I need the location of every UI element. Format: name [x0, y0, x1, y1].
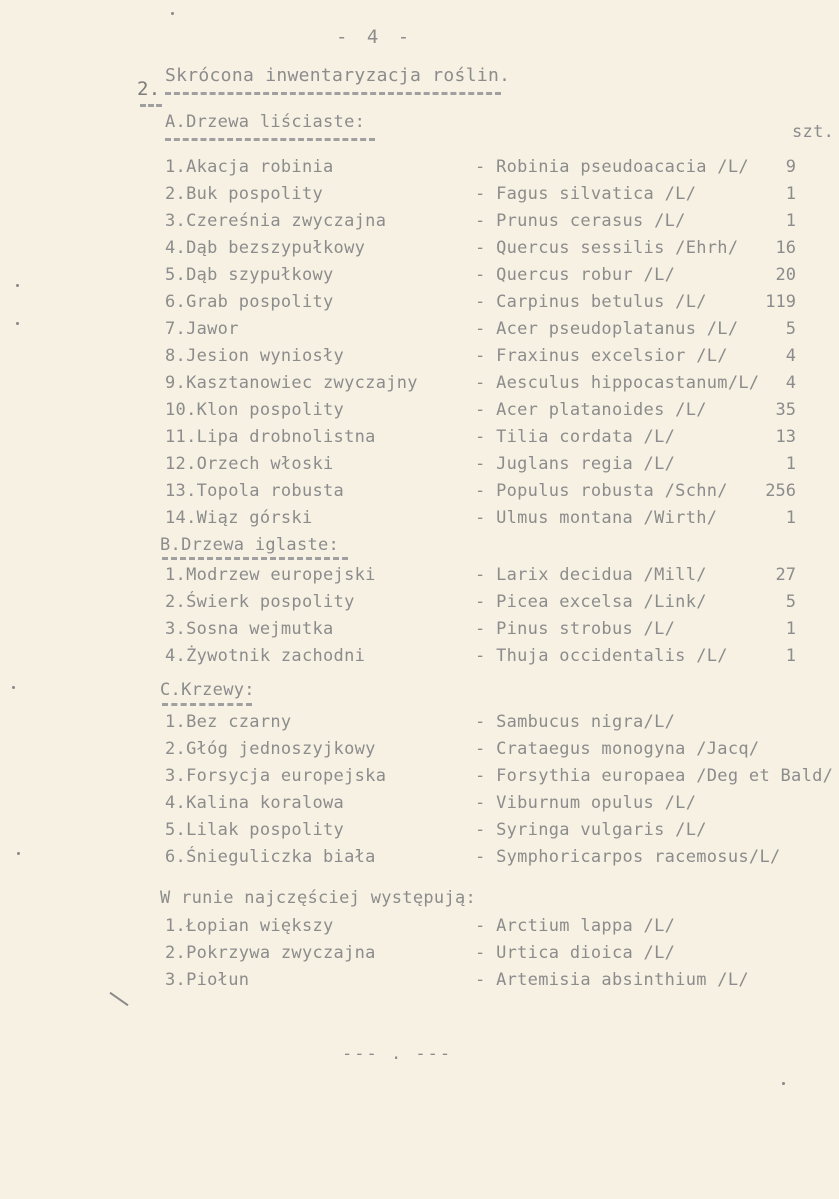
section-number-underline — [140, 104, 162, 107]
group-d-title: W runie najczęściej występują: — [160, 888, 477, 908]
plant-latin-name: - Urtica dioica /L/ — [475, 943, 676, 963]
plant-common-name: 2.Świerk pospolity — [165, 592, 355, 612]
plant-latin-name: - Quercus robur /L/ — [475, 265, 676, 285]
plant-latin-name: - Picea excelsa /Link/ — [475, 592, 707, 612]
plant-latin-name: - Viburnum opulus /L/ — [475, 793, 697, 813]
plant-common-name: 3.Czereśnia zwyczajna — [165, 211, 387, 231]
plant-common-name: 4.Dąb bezszypułkowy — [165, 238, 366, 258]
unit-header: szt. — [792, 122, 835, 142]
group-b-underline — [162, 557, 348, 560]
plant-count: 119 — [765, 292, 796, 312]
plant-latin-name: - Prunus cerasus /L/ — [475, 211, 686, 231]
page-number: - 4 - — [336, 26, 414, 48]
plant-latin-name: - Carpinus betulus /L/ — [475, 292, 707, 312]
group-c-underline — [162, 703, 252, 706]
plant-common-name: 10.Klon pospolity — [165, 400, 345, 420]
group-c-title: C.Krzewy: — [160, 680, 255, 700]
plant-latin-name: - Crataegus monogyna /Jacq/ — [475, 739, 760, 759]
plant-common-name: 3.Forsycja europejska — [165, 766, 387, 786]
paper-speck — [17, 852, 20, 855]
plant-common-name: 8.Jesion wyniosły — [165, 346, 345, 366]
plant-common-name: 7.Jawor — [165, 319, 239, 339]
plant-latin-name: - Populus robusta /Schn/ — [475, 481, 728, 501]
plant-common-name: 3.Piołun — [165, 970, 250, 990]
plant-count: 1 — [785, 619, 796, 639]
group-a-underline — [165, 138, 375, 141]
plant-common-name: 4.Żywotnik zachodni — [165, 646, 366, 666]
plant-latin-name: - Ulmus montana /Wirth/ — [475, 508, 718, 528]
section-number: 2. — [137, 78, 161, 100]
plant-count: 27 — [775, 565, 796, 585]
section-title-underline — [165, 92, 501, 95]
plant-count: 1 — [785, 508, 796, 528]
plant-common-name: 3.Sosna wejmutka — [165, 619, 334, 639]
plant-count: 13 — [775, 427, 796, 447]
plant-latin-name: - Aesculus hippocastanum/L/ — [475, 373, 760, 393]
plant-count: 1 — [785, 646, 796, 666]
plant-common-name: 4.Kalina koralowa — [165, 793, 345, 813]
paper-speck — [782, 1082, 785, 1085]
footer-mark: --- . --- — [342, 1044, 453, 1064]
paper-speck — [12, 686, 15, 689]
plant-common-name: 6.Grab pospolity — [165, 292, 334, 312]
plant-common-name: 2.Buk pospolity — [165, 184, 324, 204]
plant-count: 35 — [775, 400, 796, 420]
plant-count: 1 — [785, 454, 796, 474]
plant-latin-name: - Fagus silvatica /L/ — [475, 184, 697, 204]
plant-latin-name: - Quercus sessilis /Ehrh/ — [475, 238, 739, 258]
plant-count: 5 — [785, 592, 796, 612]
plant-common-name: 1.Bez czarny — [165, 712, 292, 732]
plant-count: 1 — [785, 211, 796, 231]
plant-latin-name: - Robinia pseudoacacia /L/ — [475, 157, 749, 177]
plant-latin-name: - Acer pseudoplatanus /L/ — [475, 319, 739, 339]
paper-speck — [16, 284, 19, 287]
plant-latin-name: - Juglans regia /L/ — [475, 454, 676, 474]
plant-latin-name: - Acer platanoides /L/ — [475, 400, 707, 420]
plant-common-name: 5.Dąb szypułkowy — [165, 265, 334, 285]
plant-latin-name: - Fraxinus excelsior /L/ — [475, 346, 728, 366]
plant-count: 256 — [765, 481, 796, 501]
plant-latin-name: - Arctium lappa /L/ — [475, 916, 676, 936]
plant-latin-name: - Sambucus nigra/L/ — [475, 712, 676, 732]
group-a-title: A.Drzewa liściaste: — [165, 112, 366, 132]
plant-latin-name: - Forsythia europaea /Deg et Bald/ — [475, 766, 834, 786]
plant-common-name: 11.Lipa drobnolistna — [165, 427, 376, 447]
group-b-title: B.Drzewa iglaste: — [160, 535, 340, 555]
plant-common-name: 2.Głóg jednoszyjkowy — [165, 739, 376, 759]
paper-scratch — [109, 992, 128, 1006]
plant-count: 16 — [775, 238, 796, 258]
plant-latin-name: - Symphoricarpos racemosus/L/ — [475, 847, 781, 867]
plant-common-name: 6.Śnieguliczka biała — [165, 847, 376, 867]
paper-speck — [16, 322, 19, 325]
plant-count: 9 — [785, 157, 796, 177]
paper-speck — [171, 12, 174, 15]
plant-common-name: 1.Modrzew europejski — [165, 565, 376, 585]
plant-latin-name: - Pinus strobus /L/ — [475, 619, 676, 639]
plant-common-name: 1.Łopian większy — [165, 916, 334, 936]
section-title: Skrócona inwentaryzacja roślin. — [165, 65, 511, 86]
plant-latin-name: - Syringa vulgaris /L/ — [475, 820, 707, 840]
plant-count: 4 — [785, 373, 796, 393]
plant-latin-name: - Larix decidua /Mill/ — [475, 565, 707, 585]
plant-common-name: 13.Topola robusta — [165, 481, 345, 501]
plant-common-name: 12.Orzech włoski — [165, 454, 334, 474]
plant-count: 20 — [775, 265, 796, 285]
plant-latin-name: - Thuja occidentalis /L/ — [475, 646, 728, 666]
plant-latin-name: - Artemisia absinthium /L/ — [475, 970, 749, 990]
plant-count: 1 — [785, 184, 796, 204]
plant-common-name: 2.Pokrzywa zwyczajna — [165, 943, 376, 963]
plant-common-name: 5.Lilak pospolity — [165, 820, 345, 840]
plant-latin-name: - Tilia cordata /L/ — [475, 427, 676, 447]
plant-count: 5 — [785, 319, 796, 339]
plant-count: 4 — [785, 346, 796, 366]
plant-common-name: 9.Kasztanowiec zwyczajny — [165, 373, 418, 393]
plant-common-name: 14.Wiąz górski — [165, 508, 313, 528]
plant-common-name: 1.Akacja robinia — [165, 157, 334, 177]
